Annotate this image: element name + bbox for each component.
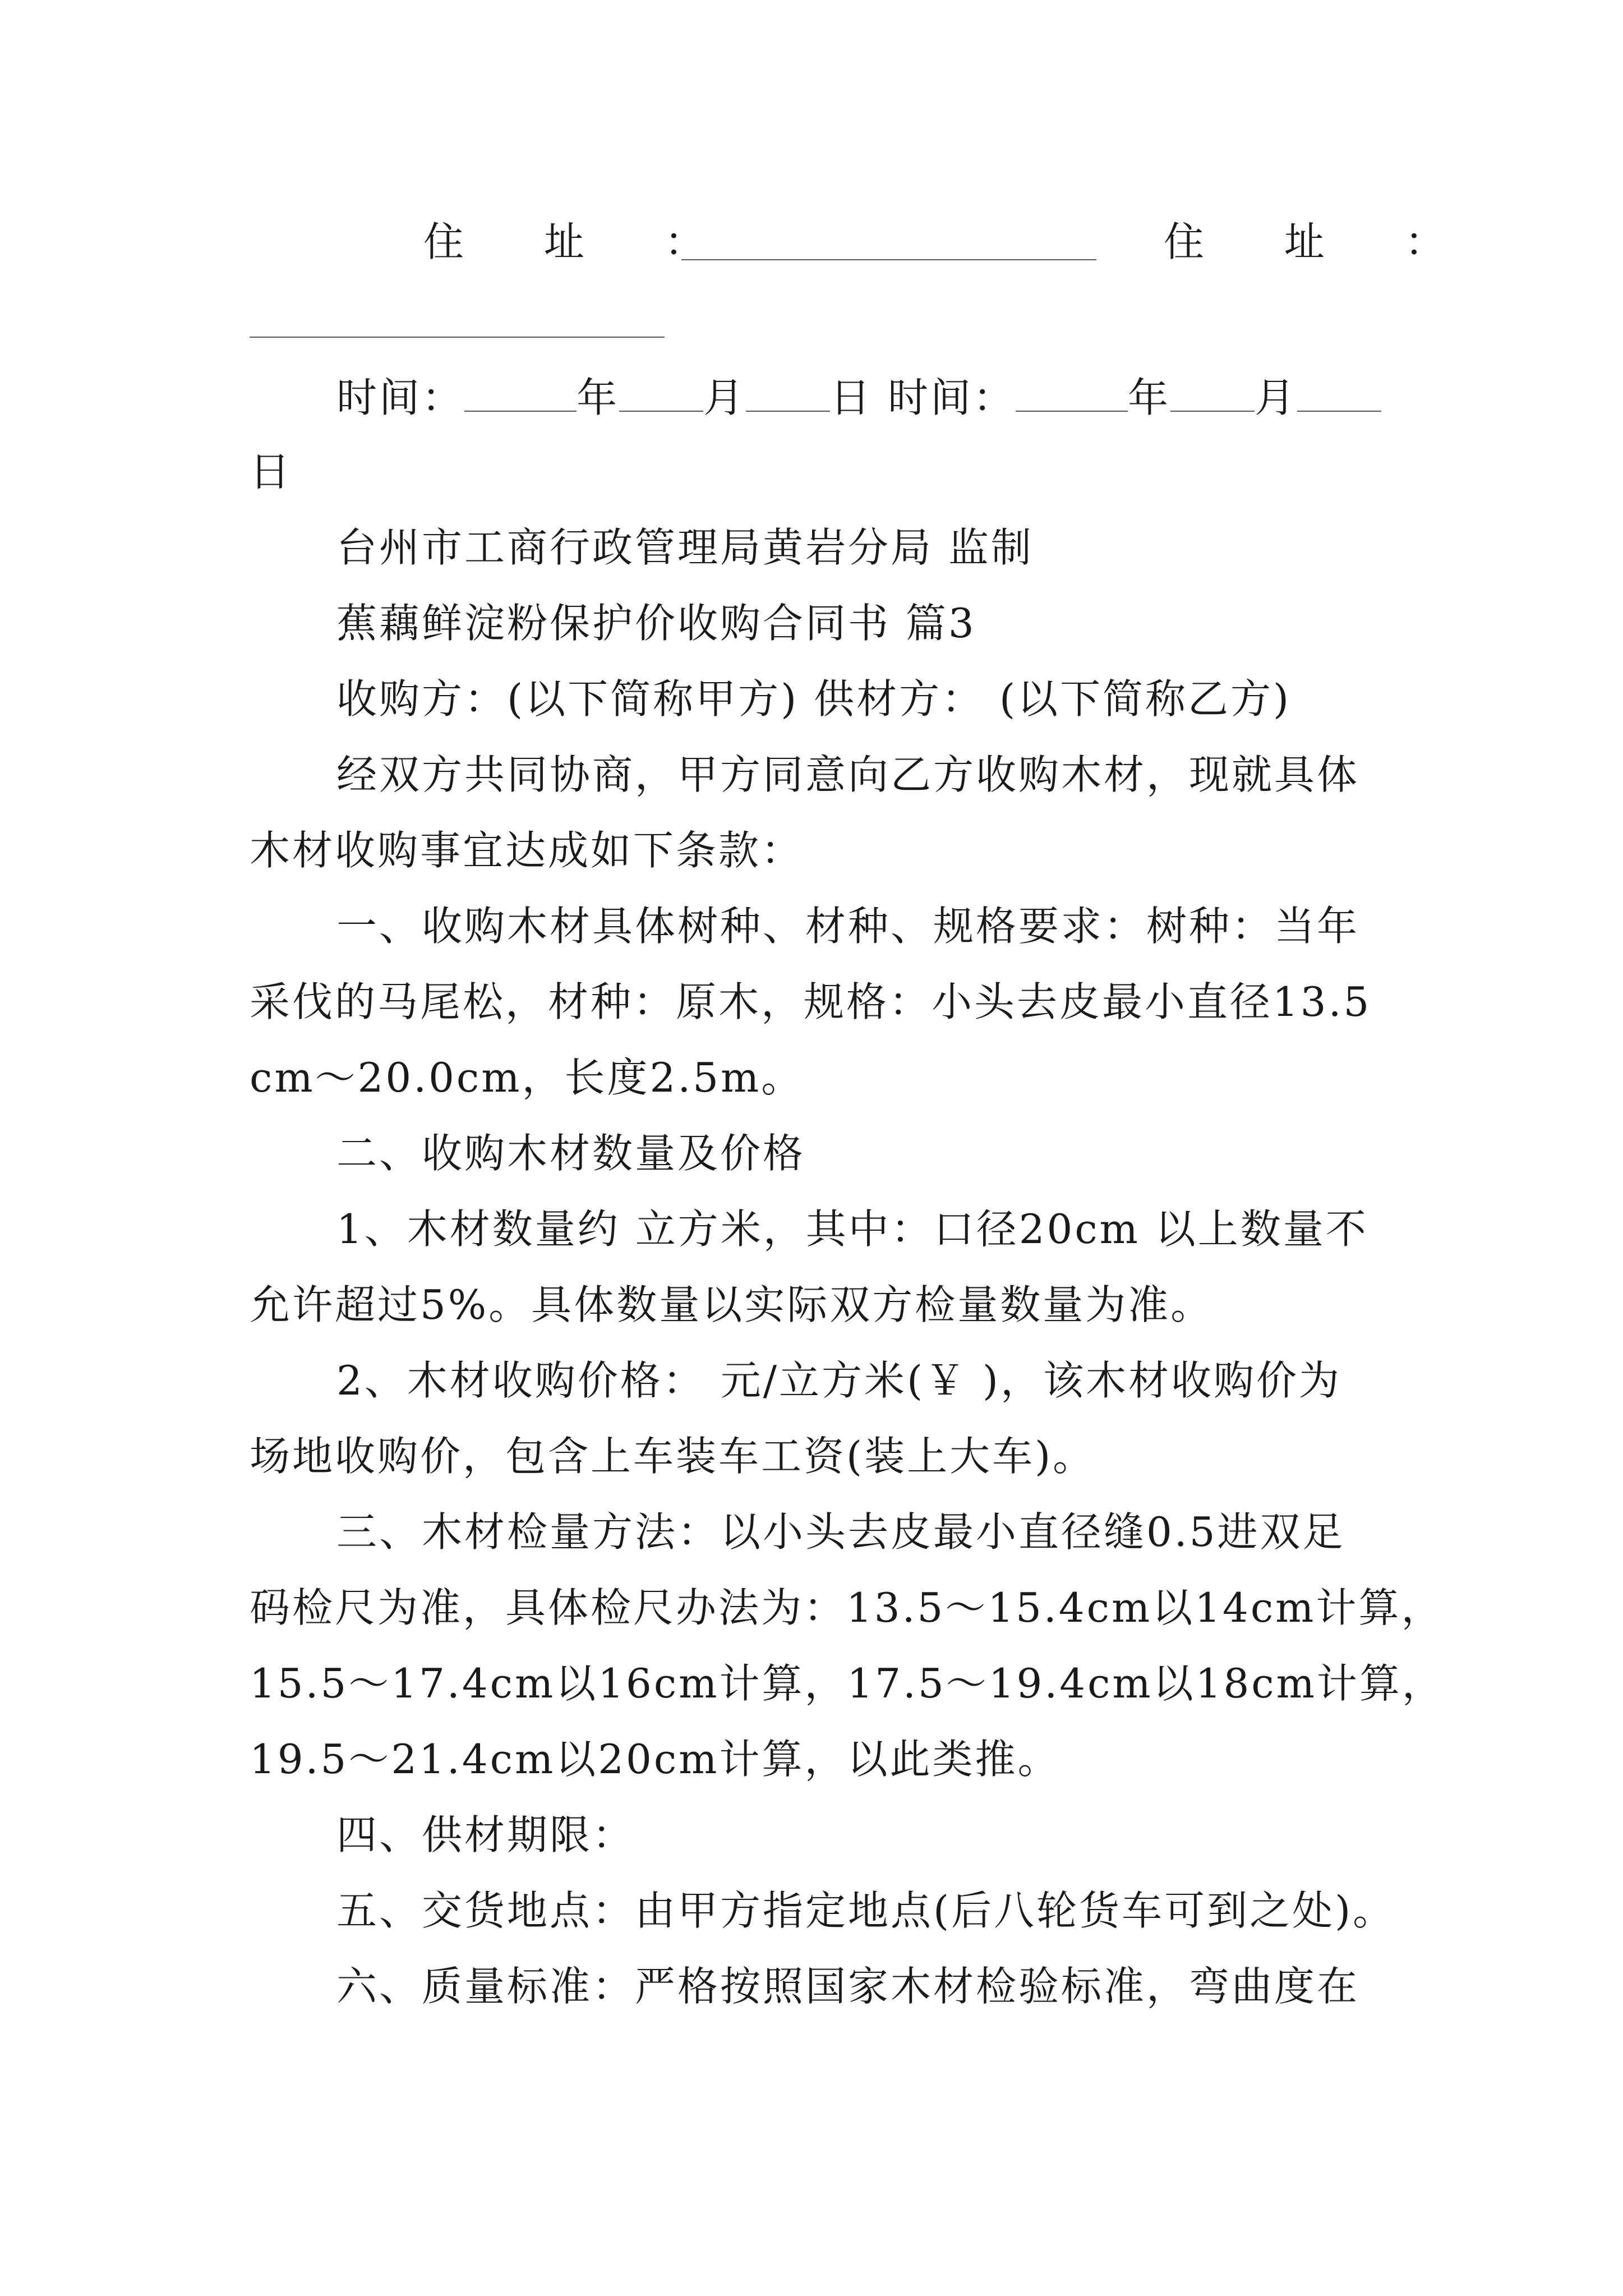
address-blank-a[interactable] xyxy=(681,259,1096,260)
day-blank-b[interactable] xyxy=(1297,376,1381,412)
parties-line: 收购方：(以下简称甲方) 供材方： (以下简称乙方) xyxy=(336,675,1292,723)
body-line: 2、木材收购价格： 元/立方米(￥ )，该木材收购价为 xyxy=(336,1357,1342,1404)
body-line: 码检尺为准，具体检尺办法为：13.5～15.4cm以14cm计算， xyxy=(250,1584,1444,1631)
address-label-a: 住 址 ： xyxy=(423,218,739,265)
body-line: 四、供材期限： xyxy=(336,1811,635,1858)
body-line: 三、木材检量方法：以小头去皮最小直径缝0.5进双足 xyxy=(336,1508,1345,1556)
day-label-a: 日 xyxy=(830,374,873,421)
month-label-a: 月 xyxy=(703,374,746,421)
body-line: 木材收购事宜达成如下条款： xyxy=(250,827,804,874)
year-blank-b[interactable] xyxy=(1016,376,1128,412)
day-label-b: 日 xyxy=(250,448,293,495)
body-line: 采伐的马尾松，材种：原木，规格：小头去皮最小直径13.5 xyxy=(250,978,1372,1025)
body-line: 19.5～21.4cm以20cm计算，以此类推。 xyxy=(250,1736,1061,1783)
day-blank-a[interactable] xyxy=(746,376,830,412)
body-line: 五、交货地点：由甲方指定地点(后八轮货车可到之处)。 xyxy=(336,1887,1396,1934)
month-blank-a[interactable] xyxy=(619,376,703,412)
time-label-a: 时间： xyxy=(336,374,465,421)
contract-title: 蕉藕鲜淀粉保护价收购合同书 篇3 xyxy=(336,600,976,647)
address-blank-b[interactable] xyxy=(250,337,665,338)
body-line: 经双方共同协商，甲方同意向乙方收购木材，现就具体 xyxy=(336,751,1360,798)
year-label-a: 年 xyxy=(577,374,620,421)
month-label-b: 月 xyxy=(1254,374,1297,421)
body-line: 一、收购木材具体树种、材种、规格要求：树种：当年 xyxy=(336,903,1360,950)
year-label-b: 年 xyxy=(1127,374,1170,421)
body-line: cm～20.0cm，长度2.5m。 xyxy=(250,1054,804,1101)
body-line: 六、质量标准：严格按照国家木材检验标准，弯曲度在 xyxy=(336,1963,1360,2010)
month-blank-b[interactable] xyxy=(1170,376,1255,412)
address-label-b: 住 址 ： xyxy=(1164,218,1479,265)
body-line: 二、收购木材数量及价格 xyxy=(336,1130,806,1177)
time-row xyxy=(336,374,1381,421)
body-line: 1、木材数量约 立方米，其中：口径20cm 以上数量不 xyxy=(336,1205,1368,1253)
time-label-b: 时间： xyxy=(887,374,1016,421)
year-blank-a[interactable] xyxy=(464,376,577,412)
body-line: 15.5～17.4cm以16cm计算，17.5～19.4cm以18cm计算， xyxy=(250,1660,1445,1707)
supervisor-line: 台州市工商行政管理局黄岩分局 监制 xyxy=(336,524,1034,571)
body-line: 场地收购价，包含上车装车工资(装上大车)。 xyxy=(250,1433,1096,1480)
body-line: 允许超过5%。具体数量以实际双方检量数量为准。 xyxy=(250,1281,1214,1328)
